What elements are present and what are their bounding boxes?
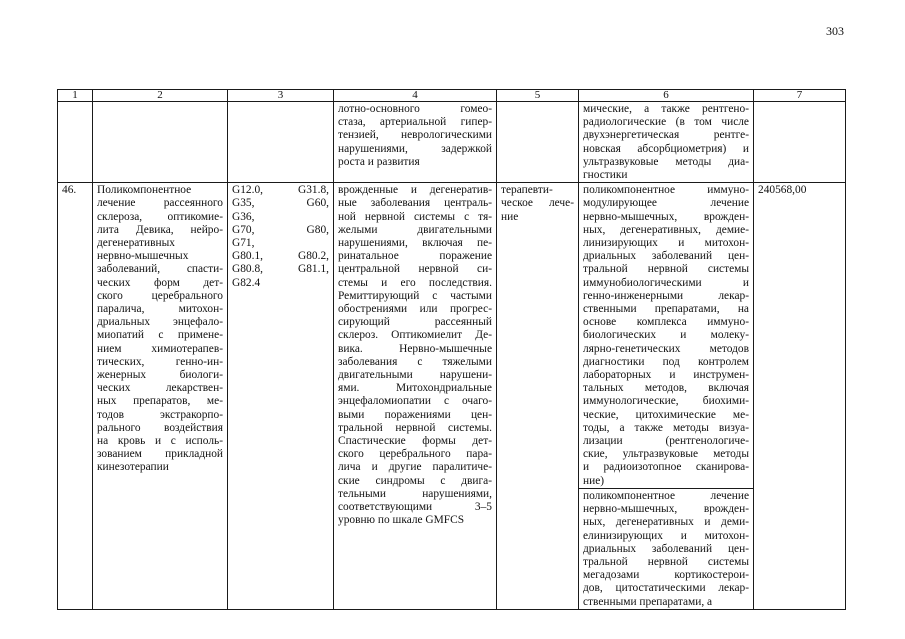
text-line: стаза, артериальной гипер-	[338, 116, 492, 129]
text-line: ной нервной системы с тя-	[338, 210, 492, 223]
text-line: тензией, неврологическими	[338, 129, 492, 142]
text-line: ственными препаратами, на	[583, 303, 749, 316]
page-number: 303	[826, 24, 844, 38]
text-line: заболевания с тяжелыми	[338, 355, 492, 368]
text-line: соответствующими 3–5	[338, 501, 492, 514]
text-line: новская абсорбциометрия) и	[583, 142, 749, 155]
medical-services-table	[57, 89, 846, 610]
text-line: и радиоизотопное сканирова-	[583, 461, 749, 474]
text-line: лечение рассеянного	[97, 197, 223, 210]
col-header: 2	[93, 90, 228, 102]
text-line: тодов экстракорпо-	[97, 408, 223, 421]
text-line: двухэнергетическая рентге-	[583, 129, 749, 142]
text-line: двигательными нарушени-	[338, 369, 492, 382]
icd-code: G80.1,	[232, 250, 264, 263]
text-line: терапевти-	[501, 184, 553, 197]
text-line: энцефаломиопатии с очаго-	[338, 395, 492, 408]
empty-cell	[754, 102, 846, 183]
text-line: ческое лече-	[501, 197, 574, 210]
cost-value: 240568,00	[754, 183, 846, 610]
text-line: зованием прикладной	[97, 448, 223, 461]
text-line: обострениями или прогрес-	[338, 303, 492, 316]
icd-code: G82.4	[232, 276, 261, 289]
text-line: тральной нервной системы	[583, 555, 749, 568]
method-block-2	[579, 489, 753, 609]
text-line: основе комплекса иммуно-	[583, 316, 749, 329]
text-line: выми поражениями цен-	[338, 408, 492, 421]
text-line: ские синдромы с двига-	[338, 474, 492, 487]
text-line: тральной нервной системы.	[338, 421, 492, 434]
text-line: лича и другие паралитиче-	[338, 461, 492, 474]
icd-code: G12.0,	[232, 184, 264, 197]
icd-codes	[228, 183, 334, 610]
text-line: роста и развития	[338, 155, 420, 168]
text-line: ных, дегенеративных, демие-	[583, 223, 749, 236]
text-line: центральной нервной си-	[338, 263, 492, 276]
text-line: ственными препаратами, а	[583, 595, 713, 608]
empty-cell	[228, 102, 334, 183]
col-header: 4	[334, 90, 497, 102]
text-line: лотно-основного гомео-	[338, 103, 492, 115]
text-line: сирующий рассеянный	[338, 316, 492, 329]
text-line: модулирующее лечение	[583, 197, 749, 210]
text-line: склероз. Оптикомиелит Де-	[338, 329, 492, 342]
col-header: 7	[754, 90, 846, 102]
icd-code: G60,	[306, 197, 329, 210]
text-line: дриальных заболеваний цен-	[583, 250, 749, 263]
text-line: мические, а также рентгено-	[583, 103, 749, 115]
continued-diagnosis	[334, 102, 497, 183]
text-line: ями. Митохондриальные	[338, 382, 492, 395]
icd-code: G31.8,	[297, 184, 329, 197]
text-line: ческих форм дет-	[97, 276, 223, 289]
text-line: дегенеративных	[97, 237, 175, 250]
text-line: тельными нарушениями,	[338, 487, 492, 500]
text-line: желыми двигательными	[338, 223, 492, 236]
empty-cell	[93, 102, 228, 183]
text-line: лабораторных и инструмен-	[583, 369, 749, 382]
text-line: тальных методов, включая	[583, 382, 749, 395]
table-row-continued	[58, 102, 846, 183]
text-line: поликомпонентное иммуно-	[583, 184, 749, 197]
text-line: рального воздействия	[97, 421, 223, 434]
text-line: склероза, оптикомие-	[97, 210, 223, 223]
icd-code: G80.8,	[232, 263, 264, 276]
text-line: на кровь и с исполь-	[97, 435, 223, 448]
text-line: елинизирующих и митохон-	[583, 529, 749, 542]
text-line: нервно-мышечных, врожден-	[583, 503, 749, 516]
icd-code: G81.1,	[297, 263, 329, 276]
text-line: ных, дегенеративных и деми-	[583, 516, 749, 529]
text-line: нервно-мышечных, врожден-	[583, 210, 749, 223]
text-line: мегадозами кортикостерои-	[583, 569, 749, 582]
text-line: ского церебрального пара-	[338, 448, 492, 461]
text-line: ние	[501, 210, 519, 223]
text-line: Ремиттирующий с частыми	[338, 289, 492, 302]
text-line: ские, ультразвуковые методы	[583, 448, 749, 461]
col-header: 6	[579, 90, 754, 102]
text-line: ные заболевания централь-	[338, 197, 492, 210]
text-line: вика. Нервно-мышечные	[338, 342, 492, 355]
text-line: врожденные и дегенератив-	[338, 184, 492, 197]
text-line: поликомпонентное лечение	[583, 489, 749, 502]
text-line: женерных биологи-	[97, 369, 223, 382]
text-line: иммунобиологическими и	[583, 276, 749, 289]
text-line: ринатальное поражение	[338, 250, 492, 263]
text-line: стемы и его последствия.	[338, 276, 492, 289]
text-line: нарушениями, задержкой	[338, 142, 492, 155]
text-line: паралича, митохон-	[97, 303, 223, 316]
text-line: нарушениями, включая пе-	[338, 237, 492, 250]
text-line: нием химиотерапев-	[97, 342, 223, 355]
text-line: лита Девика, нейро-	[97, 223, 223, 236]
row-number: 46.	[58, 183, 93, 610]
text-line: ского церебрального	[97, 289, 223, 302]
patient-model	[334, 183, 497, 610]
text-line: гностики	[583, 169, 628, 182]
text-line: ультразвуковые методы диа-	[583, 155, 749, 168]
text-line: радиологические (в том числе	[583, 116, 749, 129]
text-line: дриальных заболеваний цен-	[583, 542, 749, 555]
col-header: 5	[497, 90, 579, 102]
text-line: диагностики под контролем	[583, 355, 749, 368]
method-block-1	[579, 183, 753, 489]
icd-code: G80,	[306, 223, 329, 236]
text-line: лярно-генетических методов	[583, 342, 749, 355]
col-header: 3	[228, 90, 334, 102]
text-line: дов, цитостатическими лекар-	[583, 582, 749, 595]
empty-cell	[58, 102, 93, 183]
empty-cell	[497, 102, 579, 183]
text-line: лизации (рентгенологиче-	[583, 435, 749, 448]
icd-code: G35, G36,	[232, 197, 255, 223]
service-name	[93, 183, 228, 610]
icd-code	[282, 277, 330, 290]
text-line: Поликомпонентное	[97, 184, 192, 197]
text-line: ных препаратов, ме-	[97, 395, 223, 408]
text-line: ческие, цитохимические ме-	[583, 408, 749, 421]
text-line: нервно-мышечных	[97, 250, 189, 263]
table-row-46	[58, 183, 846, 610]
text-line: кинезотерапии	[97, 461, 169, 474]
text-line: уровню по шкале GMFCS	[338, 514, 465, 527]
text-line: Спастические формы дет-	[338, 435, 492, 448]
text-line: биологических и молеку-	[583, 329, 749, 342]
text-line: миопатий с примене-	[97, 329, 223, 342]
text-line: заболеваний, спасти-	[97, 263, 223, 276]
text-line: иммунологические, биохими-	[583, 395, 749, 408]
continued-methods	[579, 102, 754, 183]
text-line: тоды, а также методы визуа-	[583, 421, 749, 434]
text-line: ческих лекарствен-	[97, 382, 223, 395]
text-line: ние)	[583, 474, 605, 487]
text-line: генно-инженерными лекар-	[583, 289, 749, 302]
icd-code: G80.2,	[297, 250, 329, 263]
text-line: тических, генно-ин-	[97, 355, 223, 368]
col-header: 1	[58, 90, 93, 102]
treatment-methods	[579, 183, 754, 610]
text-line: дриальных энцефало-	[97, 316, 223, 329]
text-line: линизирующих и митохон-	[583, 237, 749, 250]
text-line: тральной нервной системы	[583, 263, 749, 276]
table-header-row	[58, 90, 846, 102]
treatment-type	[497, 183, 579, 610]
icd-code: G70, G71,	[232, 223, 255, 250]
